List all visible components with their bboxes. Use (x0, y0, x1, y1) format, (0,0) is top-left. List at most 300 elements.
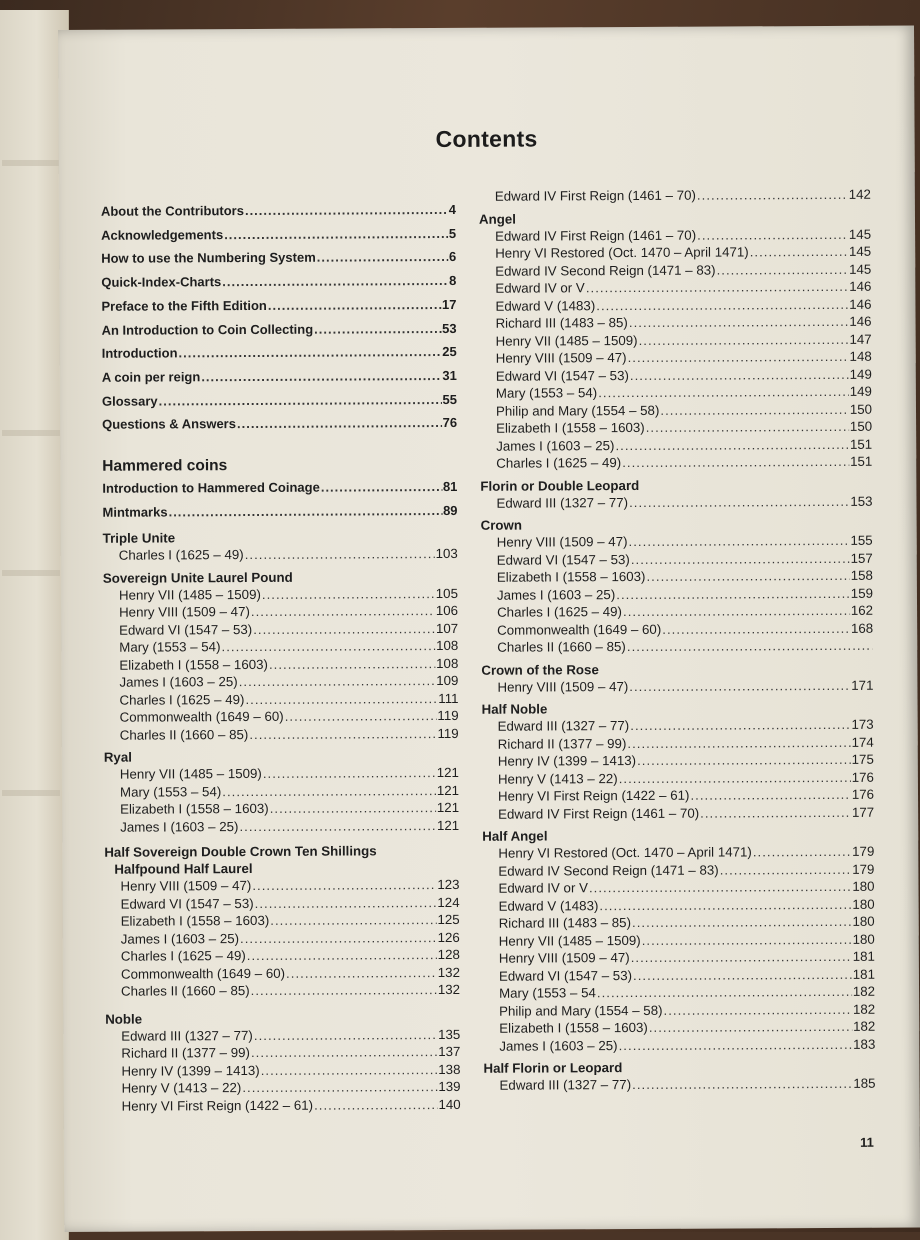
leader-dots (586, 278, 848, 297)
entry-label: Henry V (1413 – 22) (497, 770, 618, 787)
toc-entry[interactable] (495, 225, 871, 244)
toc-entry[interactable] (121, 911, 460, 930)
entry-page: 182 (853, 1018, 876, 1034)
section-entries (105, 1025, 460, 1114)
entry-page: 157 (850, 550, 873, 566)
toc-entry[interactable] (102, 499, 457, 525)
entry-label: Richard II (1377 – 99) (497, 735, 627, 752)
entry-page: 173 (851, 716, 874, 732)
leader-dots (619, 1035, 853, 1054)
leader-dots (222, 269, 448, 294)
entry-label: Edward IV First Reign (1461 – 70) (498, 805, 700, 822)
toc-entry[interactable] (497, 619, 873, 638)
toc-entry[interactable] (120, 816, 459, 835)
toc-entry[interactable] (499, 1018, 875, 1037)
entry-label: Edward IV First Reign (1461 – 70) (494, 187, 696, 204)
entry-label: Edward V (1483) (498, 897, 599, 914)
entry-page: 105 (435, 585, 458, 601)
entry-page: 119 (437, 707, 459, 724)
entry-label: Edward III (1327 – 77) (121, 1027, 253, 1044)
toc-entry[interactable] (102, 364, 457, 390)
toc-entry[interactable] (121, 963, 460, 982)
toc-entry[interactable] (497, 567, 873, 586)
toc-entry[interactable] (121, 981, 460, 1000)
entry-page: 177 (851, 804, 875, 820)
leader-dots (628, 532, 849, 551)
entry-label: Edward VI (1547 – 53) (495, 367, 629, 384)
leader-dots (168, 499, 442, 524)
entry-label: Commonwealth (1649 – 60) (497, 621, 662, 638)
leader-dots (646, 418, 849, 437)
leader-dots (321, 475, 442, 500)
leader-dots (717, 260, 849, 278)
entry-label: Henry IV (1399 – 1413) (121, 1062, 260, 1079)
entry-page: 176 (851, 786, 875, 802)
toc-entry[interactable] (499, 930, 875, 949)
toc-entry[interactable] (121, 893, 460, 912)
entry-page: 142 (848, 186, 871, 202)
entry-page: 182 (852, 1001, 876, 1017)
section-entries (482, 716, 875, 823)
toc-entry[interactable] (495, 186, 871, 205)
entry-page: 185 (853, 1075, 876, 1091)
leader-dots (700, 803, 851, 821)
toc-entry[interactable] (119, 672, 458, 691)
leader-dots (237, 411, 442, 436)
entry-page: 158 (850, 567, 873, 583)
section-entries (104, 764, 459, 836)
entry-page: 108 (436, 637, 459, 654)
entry-page: 176 (851, 769, 874, 785)
leader-dots (599, 895, 851, 914)
entry-label: Edward IV Second Reign (1471 – 83) (495, 262, 716, 279)
toc-section (482, 826, 875, 1055)
toc-entry[interactable] (497, 676, 873, 695)
leader-dots (619, 768, 851, 787)
entry-label: Preface to the Fifth Edition (101, 297, 267, 314)
toc-entry[interactable] (499, 948, 875, 967)
toc-entry[interactable] (120, 876, 459, 895)
entry-label: Edward VI (1547 – 53) (119, 621, 253, 638)
toc-section (483, 1058, 875, 1095)
entry-page: 8 (449, 273, 457, 289)
section-entries (479, 225, 872, 472)
toc-entry[interactable] (120, 707, 459, 726)
entry-page: 159 (850, 585, 873, 601)
entry-label: Henry VI Restored (Oct. 1470 – April 1471) (498, 844, 752, 861)
toc-entry[interactable] (121, 1025, 460, 1044)
section-entries (103, 545, 458, 564)
toc-entry[interactable] (102, 388, 457, 414)
entry-page: 139 (438, 1078, 461, 1095)
toc-entry[interactable] (498, 860, 874, 879)
leader-dots (615, 435, 849, 454)
toc-entry[interactable] (121, 1078, 460, 1097)
leader-dots (589, 878, 851, 897)
entry-page: 150 (849, 401, 873, 417)
section-heading: Half Florin or Leopard (483, 1060, 623, 1076)
leader-dots (245, 690, 437, 709)
toc-entry[interactable] (121, 1060, 460, 1079)
toc-entry[interactable] (120, 781, 459, 800)
section-heading: Crown of the Rose (481, 661, 599, 678)
entry-page: 179 (852, 843, 875, 859)
section-subheading: Halfpound Half Laurel (114, 861, 253, 877)
leader-dots (750, 243, 848, 261)
leader-dots (646, 567, 849, 586)
toc-entry[interactable] (121, 1043, 460, 1062)
leader-dots (697, 186, 848, 204)
toc-entry[interactable] (101, 222, 456, 248)
toc-entry[interactable] (498, 716, 874, 735)
toc-entry[interactable] (498, 803, 874, 822)
entry-page: 155 (850, 532, 873, 548)
entry-label: Charles I (1625 – 49) (120, 948, 246, 964)
section-entries (481, 532, 874, 657)
leader-dots (632, 1075, 852, 1094)
entry-page: 123 (437, 876, 460, 893)
entry-label: How to use the Numbering System (101, 250, 316, 267)
leader-dots (224, 222, 448, 247)
toc-entry[interactable] (496, 365, 872, 384)
toc-entry[interactable] (119, 545, 458, 564)
toc-entry[interactable] (496, 383, 872, 402)
toc-entry[interactable] (121, 946, 460, 965)
toc-entry[interactable] (496, 435, 872, 454)
entry-page: 89 (443, 502, 458, 519)
toc-entry[interactable] (101, 293, 456, 319)
entry-label: About the Contributors (100, 203, 244, 219)
entry-label: Edward V (1483) (495, 297, 596, 314)
toc-entry[interactable] (497, 602, 873, 621)
section-heading: Half Noble (481, 701, 548, 717)
toc-entry[interactable] (102, 411, 457, 437)
entry-label: Mary (1553 – 54) (495, 385, 598, 401)
section-heading: Half Sovereign Double Crown Ten Shillings (104, 843, 377, 860)
leader-dots (270, 799, 436, 817)
section-heading: Sovereign Unite Laurel Pound (102, 569, 293, 586)
toc-entry[interactable] (102, 475, 457, 501)
toc-entry[interactable] (102, 340, 457, 366)
entry-page: 124 (437, 894, 460, 910)
leader-dots (253, 620, 435, 638)
toc-entry[interactable] (499, 965, 875, 984)
leader-dots (268, 293, 441, 318)
leader-dots (622, 453, 849, 472)
entry-label: Edward III (1327 – 77) (499, 1077, 632, 1093)
entry-page: 125 (437, 911, 460, 928)
toc-section (479, 208, 872, 472)
leader-dots (251, 602, 435, 620)
section-heading: Angel (478, 211, 516, 227)
front-matter-list (101, 198, 457, 437)
toc-entry[interactable] (120, 724, 459, 743)
entry-page: 171 (851, 677, 874, 693)
leader-dots (240, 929, 437, 948)
entry-label: James I (1603 – 25) (496, 437, 615, 454)
toc-entry[interactable] (496, 330, 872, 349)
entry-label: Henry VIII (1509 – 47) (496, 534, 628, 550)
entry-label: Mary (1553 – 54) (119, 783, 222, 800)
entry-page: 121 (436, 799, 460, 816)
entry-page: 180 (852, 878, 875, 894)
entry-label: Introduction to Hammered Coinage (102, 479, 320, 496)
entry-page: 4 (448, 201, 456, 217)
entry-page: 149 (849, 366, 872, 382)
leader-dots (314, 317, 441, 341)
toc-entry[interactable] (495, 260, 871, 279)
entry-page: 107 (435, 620, 459, 636)
toc-entry[interactable] (497, 549, 873, 568)
entry-label: Henry VIII (1509 – 47) (120, 878, 252, 894)
entry-label: Richard II (1377 – 99) (121, 1045, 251, 1061)
toc-entry[interactable] (496, 348, 872, 367)
entry-page: 128 (437, 946, 460, 963)
leader-dots (269, 655, 435, 673)
leader-dots (616, 584, 850, 603)
entry-label: An Introduction to Coin Collecting (101, 321, 314, 338)
toc-section (481, 515, 874, 657)
entry-label: Charles I (1625 – 49) (118, 547, 244, 563)
entry-label: Henry V (1413 – 22) (121, 1080, 242, 1096)
toc-section (104, 842, 460, 1000)
leader-dots (242, 1078, 437, 1097)
toc-entry[interactable] (498, 843, 874, 862)
section-entries (103, 584, 459, 743)
entry-label: Henry VII (1485 – 1509) (498, 932, 641, 949)
leader-dots (252, 876, 436, 894)
entry-page: 25 (442, 344, 457, 360)
entry-label: Mary (1553 – 54) (119, 639, 221, 655)
entry-label: Elizabeth I (1558 – 1603) (499, 1019, 648, 1036)
leader-dots (270, 911, 436, 929)
toc-entry[interactable] (498, 733, 874, 752)
entry-label: Henry VI First Reign (1422 – 61) (497, 787, 690, 804)
toc-entry[interactable] (495, 313, 871, 332)
toc-entry[interactable] (101, 269, 456, 295)
entry-page: 149 (849, 383, 872, 399)
toc-entry[interactable] (496, 400, 872, 419)
entry-label: Questions & Answers (102, 416, 236, 433)
toc-entry[interactable] (120, 799, 459, 818)
entry-label: Quick-Index-Charts (101, 274, 222, 290)
entry-page: 151 (850, 453, 873, 469)
toc-entry[interactable] (122, 1095, 461, 1114)
entry-page: 181 (852, 966, 875, 982)
entry-page: 153 (850, 493, 873, 509)
toc-entry[interactable] (121, 928, 460, 947)
toc-entry[interactable] (499, 983, 875, 1002)
entry-page: 81 (442, 478, 458, 495)
toc-entry[interactable] (119, 689, 458, 708)
entry-page: 140 (438, 1096, 461, 1112)
entry-page: 5 (448, 225, 457, 241)
leader-dots (254, 1026, 437, 1044)
entry-page: 76 (442, 415, 458, 431)
section-heading: Half Angel (482, 828, 548, 844)
entry-label: James I (1603 – 25) (499, 1037, 618, 1054)
right-sections (479, 208, 876, 1094)
entry-label: Henry VII (1485 – 1509) (495, 332, 638, 349)
entry-label: Henry VI First Reign (1422 – 61) (121, 1097, 314, 1114)
leader-dots (662, 619, 850, 637)
leader-dots (642, 930, 852, 949)
leader-dots (286, 964, 437, 982)
book-page (58, 26, 920, 1232)
leader-dots (263, 764, 436, 782)
entry-page: 121 (436, 817, 460, 833)
entry-label: Charles I (1625 – 49) (119, 691, 245, 708)
entry-page: 109 (436, 672, 459, 689)
toc-entry[interactable] (499, 913, 875, 932)
entry-label: Philip and Mary (1554 – 58) (499, 1002, 663, 1019)
entry-label: Edward IV First Reign (1461 – 70) (495, 227, 697, 244)
section-entries (104, 876, 460, 1000)
toc-section (104, 747, 459, 836)
toc-entry[interactable] (496, 492, 872, 511)
entry-label: Edward III (1327 – 77) (496, 494, 629, 511)
leader-dots (720, 860, 852, 878)
entry-page: 183 (853, 1036, 876, 1052)
entry-page: 132 (437, 964, 460, 980)
leader-dots (630, 716, 850, 735)
toc-entry[interactable] (119, 619, 458, 638)
leader-dots (632, 913, 852, 932)
leader-dots (597, 983, 852, 1002)
toc-entry[interactable] (498, 786, 874, 805)
entry-page: 103 (435, 545, 458, 562)
entry-page: 179 (852, 861, 875, 877)
entry-label: Henry VIII (1509 – 47) (497, 678, 629, 695)
entry-label: Charles I (1625 – 49) (497, 604, 623, 620)
entry-label: James I (1603 – 25) (120, 930, 240, 947)
entry-page: 180 (852, 913, 875, 929)
leader-dots (255, 894, 437, 912)
leader-dots (629, 492, 849, 511)
toc-entry[interactable] (499, 1075, 875, 1094)
toc-entry[interactable] (499, 1035, 875, 1054)
leader-dots (627, 637, 872, 656)
entry-label: Edward IV or V (498, 880, 588, 896)
entry-page: 151 (849, 436, 873, 452)
continued-entry (479, 186, 871, 206)
entry-page: 137 (438, 1043, 461, 1060)
leader-dots (251, 981, 437, 999)
entry-label: Elizabeth I (1558 – 1603) (119, 656, 268, 673)
toc-entry[interactable] (120, 764, 459, 783)
toc-entry[interactable] (119, 637, 458, 656)
entry-page: 126 (437, 929, 460, 945)
leader-dots (222, 782, 436, 801)
entry-page: 132 (437, 981, 461, 998)
toc-entry[interactable] (495, 278, 871, 297)
leader-dots (628, 348, 849, 367)
toc-entry[interactable] (119, 654, 458, 673)
toc-section (482, 699, 875, 823)
entry-page: 174 (851, 734, 874, 750)
entry-page: 121 (436, 764, 459, 781)
entry-label: Introduction (101, 345, 178, 361)
entry-page: 145 (848, 243, 872, 259)
leader-dots (239, 672, 436, 691)
leader-dots (159, 388, 442, 413)
toc-entry[interactable] (101, 198, 456, 224)
leader-dots (623, 602, 850, 621)
toc-entry[interactable] (499, 895, 875, 914)
entry-label: Elizabeth I (1558 – 1603) (120, 800, 269, 817)
entry-page: 145 (849, 261, 872, 277)
entry-page: 146 (849, 313, 872, 329)
toc-entry[interactable] (497, 637, 873, 656)
leader-dots (221, 637, 435, 656)
toc-entry[interactable] (102, 316, 457, 342)
toc-entry[interactable] (497, 584, 873, 603)
leader-dots (690, 786, 850, 804)
entry-page: 162 (850, 602, 874, 618)
toc-entry[interactable] (495, 295, 871, 314)
leader-dots (629, 676, 850, 695)
page-number: 11 (860, 1134, 874, 1150)
toc-section (480, 475, 872, 512)
toc-entry[interactable] (497, 532, 873, 551)
entry-page: 146 (849, 278, 872, 294)
leader-dots (697, 225, 848, 243)
entry-page: 148 (849, 348, 872, 364)
page-title: Contents (435, 125, 538, 153)
entry-label: Henry VIII (1509 – 47) (119, 604, 250, 620)
toc-entry[interactable] (498, 878, 874, 897)
leader-dots (631, 549, 850, 568)
toc-entry[interactable] (498, 751, 874, 770)
entry-label: A coin per reign (101, 369, 201, 385)
entry-label: Richard III (1483 – 85) (495, 315, 628, 331)
leader-dots (649, 1018, 852, 1037)
toc-entry[interactable] (496, 453, 872, 472)
toc-entry[interactable] (499, 1000, 875, 1019)
section-heading: Ryal (103, 749, 132, 765)
entry-label: Elizabeth I (1558 – 1603) (496, 568, 646, 585)
entry-label: Acknowledgements (101, 226, 224, 243)
entry-page: 182 (852, 983, 876, 999)
hammered-heading: Hammered coins (102, 457, 228, 475)
leader-dots (314, 1096, 437, 1114)
toc-entry[interactable] (496, 418, 872, 437)
toc-entry[interactable] (119, 602, 458, 621)
entry-page: 121 (436, 782, 460, 798)
section-heading: Noble (105, 1011, 143, 1027)
leader-dots (251, 1043, 437, 1061)
entry-page: 175 (851, 751, 874, 767)
leader-dots (285, 707, 437, 725)
toc-entry[interactable] (498, 768, 874, 787)
toc-entry[interactable] (495, 243, 871, 262)
leader-dots (753, 843, 851, 861)
leader-dots (596, 295, 848, 314)
leader-dots (201, 364, 441, 389)
entry-label: Richard III (1483 – 85) (498, 915, 632, 931)
entry-label: Philip and Mary (1554 – 58) (495, 402, 660, 419)
toc-entry[interactable] (101, 245, 456, 271)
entry-label: Edward III (1327 – 77) (497, 718, 630, 734)
entry-page: 180 (852, 931, 875, 947)
section-heading: Florin or Double Leopard (480, 477, 640, 494)
entry-label: Charles II (1660 – 85) (119, 726, 249, 743)
leader-dots (627, 733, 850, 752)
entry-page: 119 (437, 725, 459, 741)
hammered-intro-list (102, 475, 457, 525)
toc-entry[interactable] (119, 584, 458, 603)
entry-label: Charles I (1625 – 49) (496, 455, 622, 471)
